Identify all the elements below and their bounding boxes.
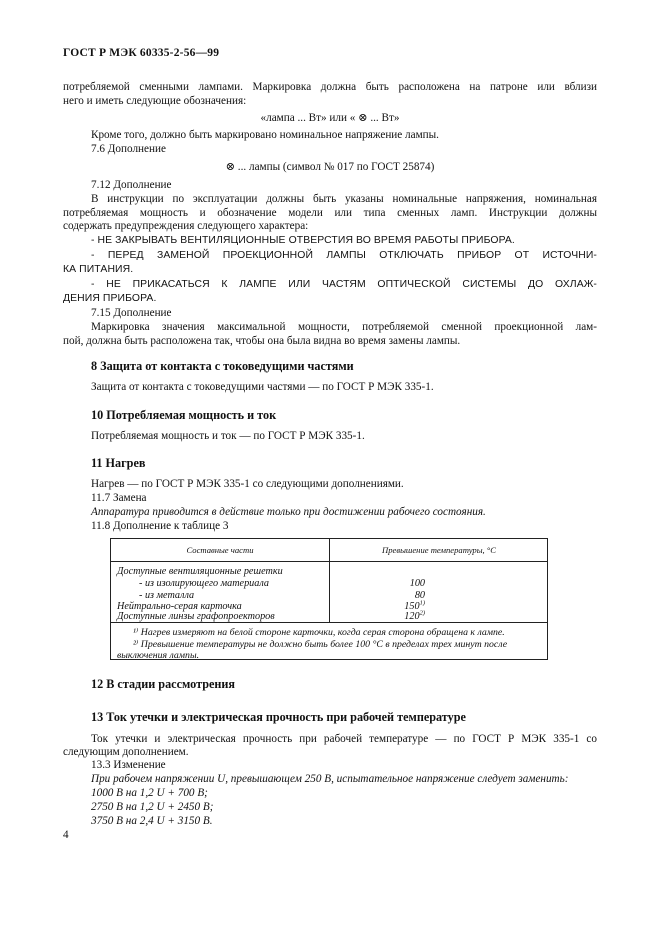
table-row-value: 120$^{2)}$ (404, 609, 425, 622)
section-13-text: Ток утечки и электрическая прочность при рабочей температуре — по ГОСТ Р МЭК 335-1 со (91, 733, 597, 745)
table-header-parts: Составные части (186, 545, 254, 555)
table-row-part: Нейтрально-серая карточка (117, 601, 242, 612)
page-number: 4 (63, 829, 69, 841)
clause-11-8-title: 11.8 Дополнение к таблице 3 (91, 520, 229, 532)
table-footnote: выключения лампы. (117, 650, 200, 661)
clause-11-7-text: Аппаратура приводится в действие только при достижении рабочего состояния. (91, 506, 486, 518)
table-row-value: 100 (409, 578, 425, 589)
clause-13-3-formula: 1000 В на 1,2 U + 700 В; (91, 787, 208, 799)
section-10-text: Потребляемая мощность и ток — по ГОСТ Р МЭК 335-1. (91, 430, 365, 442)
clause-7-12-text: содержать предупреждения следующего характера: (63, 220, 309, 232)
section-10-heading: 10 Потребляемая мощность и ток (91, 408, 277, 422)
table-row-part: - из металла (139, 590, 195, 601)
clause-7-12-text: потребляемая мощность и обозначение модели или типа сменных ламп. Инструкции должны (63, 207, 597, 219)
clause-7-15-text: Маркировка значения максимальной мощности, потребляемой сменной проекционной лам- (91, 321, 597, 333)
section-12-heading: 12 В стадии рассмотрения (91, 677, 236, 691)
section-11-heading: 11 Нагрев (91, 456, 146, 470)
section-8-text: Защита от контакта с токоведущими частями — по ГОСТ Р МЭК 335-1. (91, 381, 434, 393)
clause-7-15-title: 7.15 Дополнение (91, 307, 172, 319)
section-13-heading: 13 Ток утечки и электрическая прочность при рабочей температуре (91, 710, 466, 724)
table-footnote: ¹⁾ Нагрев измеряют на белой стороне карточки, когда серая сторона обращена к лампе. (133, 627, 505, 638)
table-row-part: Доступные вентиляционные решетки (117, 566, 283, 577)
clause-11-7-title: 11.7 Замена (91, 492, 147, 504)
intro-line: него и иметь следующие обозначения: (63, 95, 247, 107)
temperature-rise-table (110, 538, 548, 660)
table-divider (111, 561, 547, 562)
clause-7-6-symbol: ⊗ ... лампы (символ № 017 по ГОСТ 25874) (225, 161, 435, 173)
section-13-text: следующим дополнением. (63, 746, 189, 758)
clause-7-15-text: пой, должна быть расположена так, чтобы она была видна во время замены лампы. (63, 335, 461, 347)
document-header: ГОСТ Р МЭК 60335-2-56—99 (63, 47, 220, 59)
voltage-marking-text: Кроме того, должно быть маркировано номинальное напряжение лампы. (91, 129, 439, 141)
clause-13-3-formula: 2750 В на 1,2 U + 2450 В; (91, 801, 214, 813)
clause-13-3-title: 13.3 Изменение (91, 759, 166, 771)
marking-example: «лампа ... Вт» или « ⊗ ... Вт» (260, 112, 400, 124)
intro-line: потребляемой сменными лампами. Маркировка должна быть расположена на патроне или вблизи (63, 81, 597, 93)
warning-ventilation: - НЕ ЗАКРЫВАТЬ ВЕНТИЛЯЦИОННЫЕ ОТВЕРСТИЯ ВО ВРЕМЯ РАБОТЫ ПРИБОРА. (91, 235, 515, 246)
clause-7-6-title: 7.6 Дополнение (91, 143, 166, 155)
clause-13-3-text: При рабочем напряжении U, превышающем 250 В, испытательное напряжение следует заменить: (91, 773, 569, 785)
table-row-part: - из изолирующего материала (139, 578, 270, 589)
clause-7-12-title: 7.12 Дополнение (91, 179, 172, 191)
table-row-part: Доступные линзы графопроекторов (117, 611, 275, 622)
warning-touch-lamp: - НЕ ПРИКАСАТЬСЯ К ЛАМПЕ ИЛИ ЧАСТЯМ ОПТИЧЕСКОЙ СИСТЕМЫ ДО ОХЛАЖ- (91, 279, 597, 290)
clause-13-3-formula: 3750 В на 2,4 U + 3150 В. (91, 815, 213, 827)
warning-disconnect: - ПЕРЕД ЗАМЕНОЙ ПРОЕКЦИОННОЙ ЛАМПЫ ОТКЛЮЧАТЬ ПРИБОР ОТ ИСТОЧНИ- (91, 250, 597, 261)
table-header-temperature: Превышение температуры, °С (382, 545, 496, 555)
table-row-value: 80 (414, 590, 425, 601)
table-footnote: ²⁾ Превышение температуры не должно быть более 100 °С в пределах трех минут после (133, 639, 508, 650)
warning-disconnect: КА ПИТАНИЯ. (63, 264, 134, 275)
table-row-value: 150$^{1)}$ (404, 599, 425, 612)
section-8-heading: 8 Защита от контакта с токоведущими частями (91, 359, 354, 373)
warning-touch-lamp: ДЕНИЯ ПРИБОРА. (63, 293, 157, 304)
clause-7-12-text: В инструкции по эксплуатации должны быть указаны номинальные напряжения, номинальная (91, 193, 597, 205)
section-11-text: Нагрев — по ГОСТ Р МЭК 335-1 со следующими дополнениями. (91, 478, 404, 490)
